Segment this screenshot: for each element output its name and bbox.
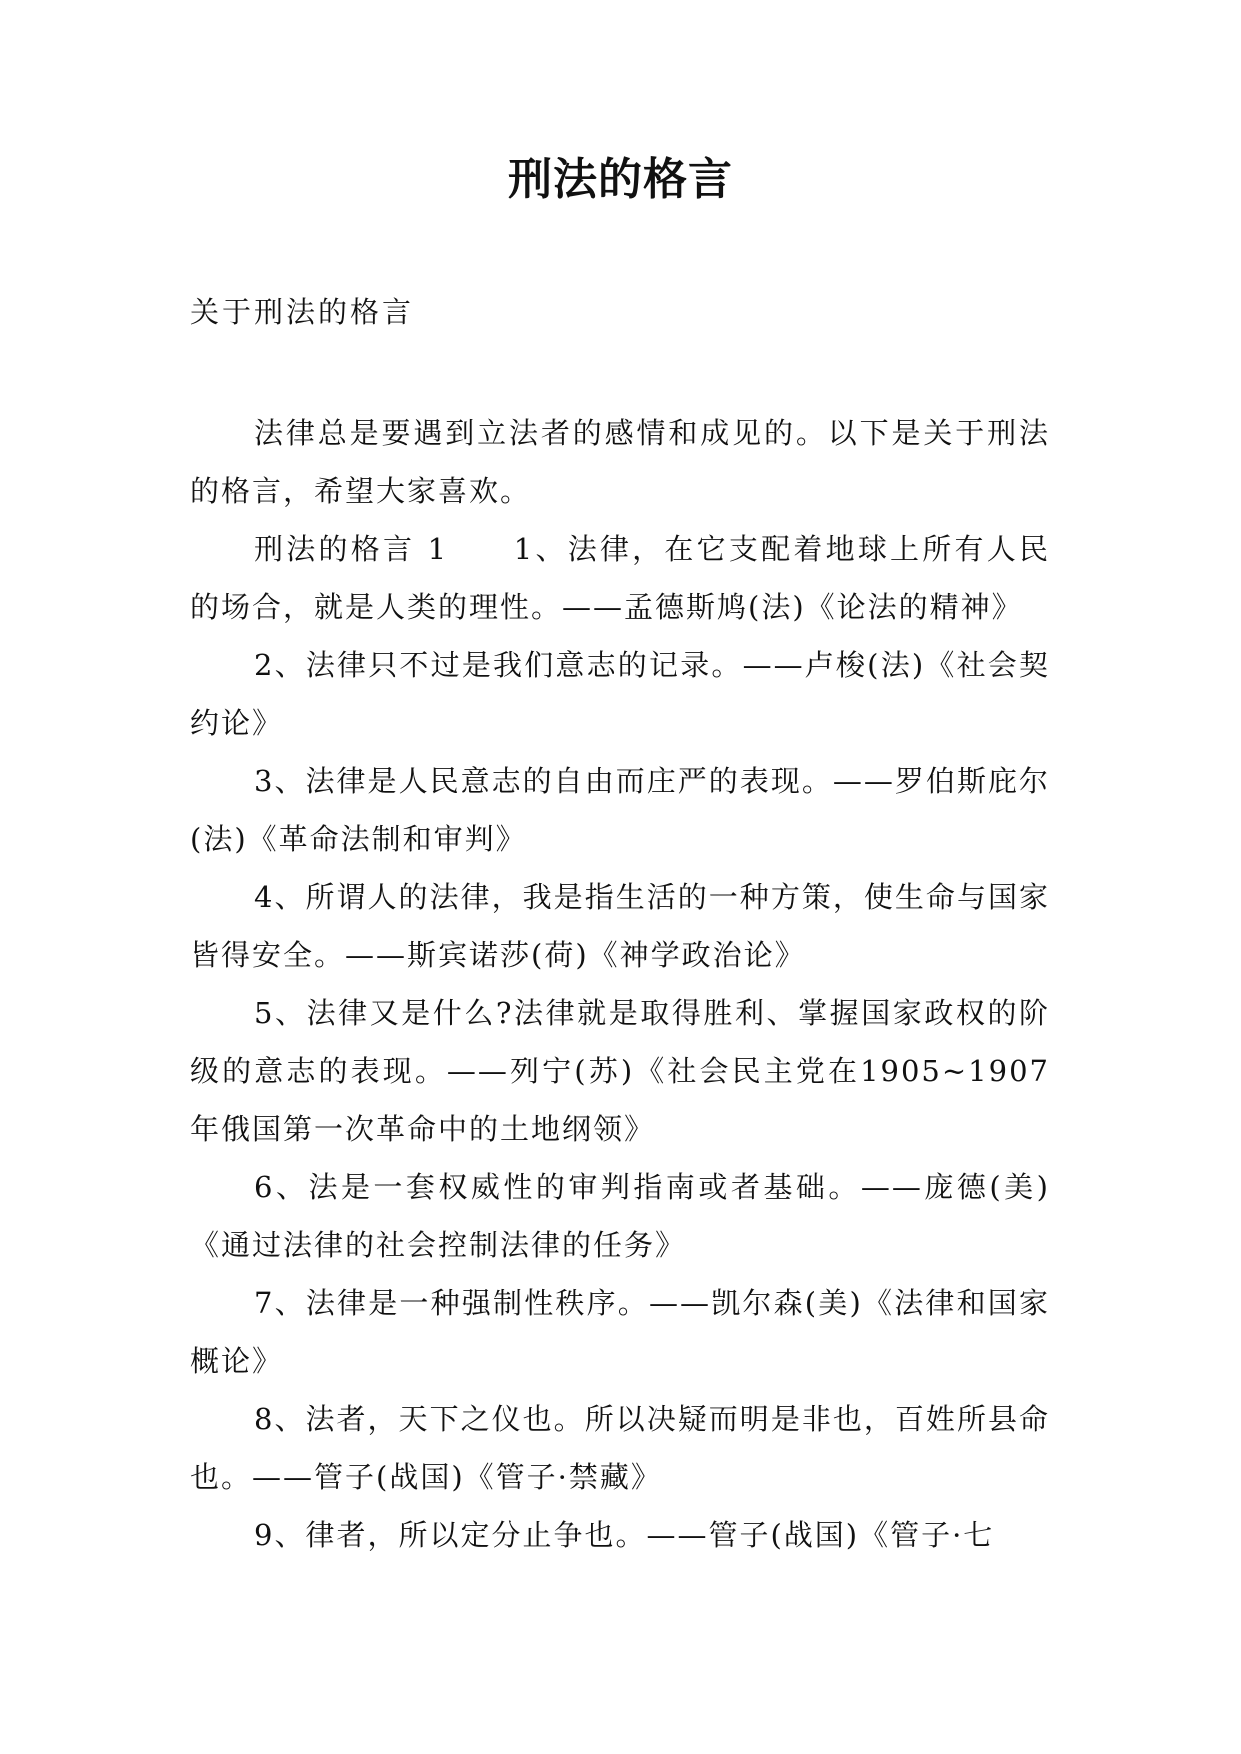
intro-paragraph: 法律总是要遇到立法者的感情和成见的。以下是关于刑法的格言，希望大家喜欢。 [190,416,1050,508]
quote-paragraph-2: 2、法律只不过是我们意志的记录。——卢梭(法)《社会契约论》 [190,648,1050,740]
quote-paragraph-5: 5、法律又是什么?法律就是取得胜利、掌握国家政权的阶级的意志的表现。——列宁(苏)《社会民主党在1905~1907 年俄国第一次革命中的土地纲领》 [190,996,1050,1146]
quote-paragraph-9: 9、律者，所以定分止争也。——管子(战国)《管子·七 [254,1518,995,1552]
quote-paragraph-8: 8、法者，天下之仪也。所以决疑而明是非也，百姓所县命也。——管子(战国)《管子·禁藏》 [190,1402,1050,1494]
quote-paragraph-3: 3、法律是人民意志的自由而庄严的表现。——罗伯斯庇尔(法)《革命法制和审判》 [190,764,1050,856]
quote-paragraph-7: 7、法律是一种强制性秩序。——凯尔森(美)《法律和国家概论》 [190,1286,1050,1378]
quote-paragraph-6: 6、法是一套权威性的审判指南或者基础。——庞德(美)《通过法律的社会控制法律的任务》 [190,1170,1050,1262]
quote-paragraph-1: 刑法的格言 1 1、法律，在它支配着地球上所有人民的场合，就是人类的理性。——孟德斯鸠(法)《论法的精神》 [190,532,1050,624]
document-body [190,404,1050,1564]
page-title: 刑法的格言 [508,154,733,205]
quote-paragraph-4: 4、所谓人的法律，我是指生活的一种方策，使生命与国家皆得安全。——斯宾诺莎(荷)《神学政治论》 [190,880,1050,972]
document-subtitle: 关于刑法的格言 [190,295,415,329]
